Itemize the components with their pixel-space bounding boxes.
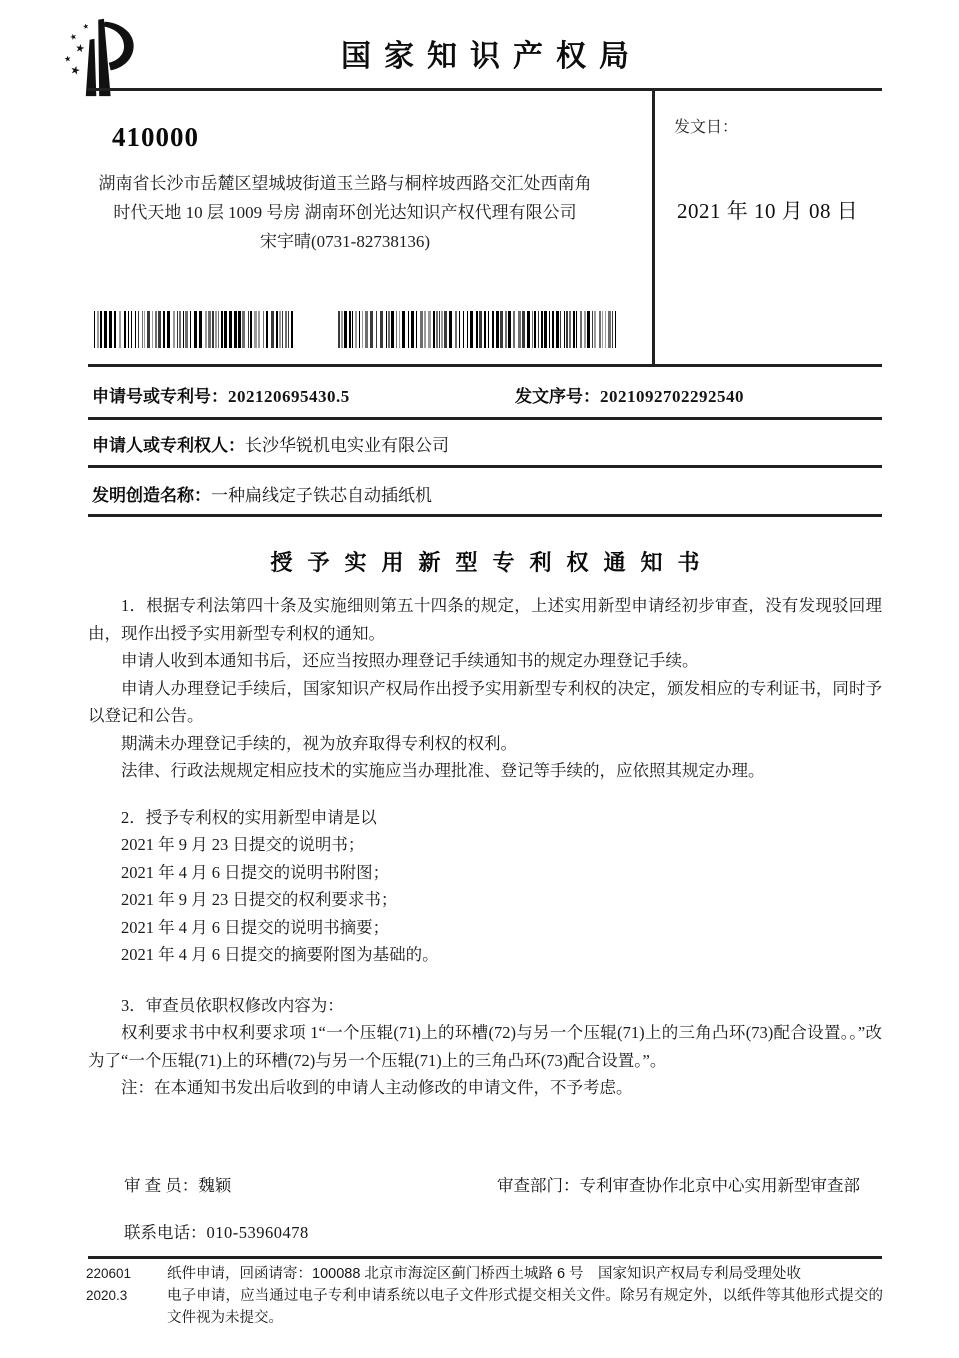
issue-serial-value: 2021092702292540 (600, 387, 744, 406)
examiner-row (124, 1172, 231, 1196)
invention-title-field (92, 481, 432, 506)
notice-paragraph: 2021 年 4 月 6 日提交的说明书摘要； (121, 917, 390, 937)
application-number-label: 申请号或专利号： (92, 387, 228, 406)
application-number-value: 202120695430.5 (228, 387, 350, 406)
application-number-field (92, 382, 350, 407)
contact-phone-row (124, 1219, 309, 1243)
department-row (497, 1172, 860, 1196)
footer-divider (88, 1256, 882, 1259)
notice-section-1 (88, 592, 882, 785)
notice-paragraph: 权利要求书中权利要求项 1“一个压辊(71)上的环槽(72)与另一个压辊(71)上的三角凸环(73)配合设置。。”改为了“一个压辊(71)上的环槽(72)与另一个压辊(71)上的三角凸环(73)配合设置。”。 (88, 1023, 882, 1070)
notice-paragraph: 2．授予专利权的实用新型申请是以 (121, 807, 377, 827)
contact-phone-value: 010-53960478 (206, 1223, 309, 1242)
notice-paragraph: 2021 年 9 月 23 日提交的权利要求书； (121, 890, 398, 909)
issue-date-label: 发文日： (674, 119, 739, 136)
applicant-label: 申请人或专利权人： (92, 436, 245, 455)
department-name: 专利审查协作北京中心实用新型审查部 (579, 1176, 860, 1195)
notice-paragraph: 申请人收到本通知书后，还应当按照办理登记手续通知书的规定办理登记手续。 (121, 651, 699, 670)
address-line: 宋宇晴(0731-82738136) (260, 232, 430, 251)
form-code: 220601 (86, 1266, 132, 1281)
row-divider (88, 364, 882, 367)
notice-paragraph: 2021 年 4 月 6 日提交的摘要附图为基础的。 (121, 945, 439, 964)
applicant-value: 长沙华锐机电实业有限公司 (245, 436, 449, 455)
notice-paragraph: 1．根据专利法第四十条及实施细则第五十四条的规定，上述实用新型申请经初步审查，没有发现驳回理由，现作出授予实用新型专利权的通知。 (88, 596, 882, 643)
form-codes (86, 1263, 131, 1307)
notice-section-2 (88, 804, 882, 969)
footer-note-electronic: 电子申请，应当通过电子专利申请系统以电子文件形式提交相关文件。除另有规定外，以纸件等其他形式提交的文件视为未提交。 (167, 1288, 883, 1326)
notice-section-3 (88, 992, 882, 1102)
invention-title-value: 一种扁线定子铁芯自动插纸机 (211, 486, 432, 505)
notice-paragraph: 申请人办理登记手续后，国家知识产权局作出授予实用新型专利权的决定，颁发相应的专利证书，同时予以登记和公告。 (88, 678, 882, 725)
issue-date-value: 2021 年 10 月 08 日 (677, 199, 859, 223)
department-label: 审查部门： (497, 1176, 580, 1195)
invention-title-label: 发明创造名称： (92, 486, 211, 505)
notice-paragraph: 3．审查员依职权修改内容为： (121, 995, 344, 1015)
row-divider (88, 514, 882, 517)
issue-serial-label: 发文序号： (515, 387, 600, 406)
recipient-address (90, 169, 600, 256)
barcode-icon (94, 311, 295, 348)
form-version: 2020.3 (86, 1288, 128, 1303)
notice-title: 授予实用新型专利权通知书 (270, 550, 715, 575)
contact-phone-label: 联系电话： (124, 1223, 207, 1242)
address-line: 湖南省长沙市岳麓区望城坡街道玉兰路与桐梓坡西路交汇处西南角 (98, 174, 592, 193)
notice-body (88, 592, 882, 1102)
notice-paragraph: 期满未办理登记手续的，视为放弃取得专利权的权利。 (121, 733, 517, 753)
examiner-name: 魏颖 (198, 1176, 232, 1195)
notice-paragraph: 注：在本通知书发出后收到的申请人主动修改的申请文件，不予考虑。 (121, 1078, 633, 1097)
row-divider (88, 417, 882, 420)
row-divider (88, 465, 882, 468)
notice-paragraph: 2021 年 9 月 23 日提交的说明书； (121, 835, 365, 854)
issue-serial-field (515, 382, 744, 407)
notice-paragraph: 法律、行政法规规定相应技术的实施应当办理批准、登记等手续的，应依照其规定办理。 (121, 761, 765, 780)
examiner-label: 审 查 员： (124, 1176, 199, 1195)
barcode-icon (338, 311, 616, 348)
org-title: 国家知识产权局 (341, 40, 642, 73)
recipient-postcode: 410000 (112, 122, 199, 152)
applicant-field (92, 431, 449, 456)
footer-notes (167, 1263, 883, 1329)
footer-note-paper: 纸件申请，回函请寄：100088 北京市海淀区蓟门桥西土城路 6 号 国家知识产权局专利局受理处收 (167, 1266, 802, 1282)
issue-date-box-border (652, 90, 655, 367)
address-line: 时代天地 10 层 1009 号房 湖南环创光达知识产权代理有限公司 (113, 203, 577, 222)
header-divider (88, 88, 882, 91)
notice-paragraph: 2021 年 4 月 6 日提交的说明书附图； (121, 862, 390, 882)
